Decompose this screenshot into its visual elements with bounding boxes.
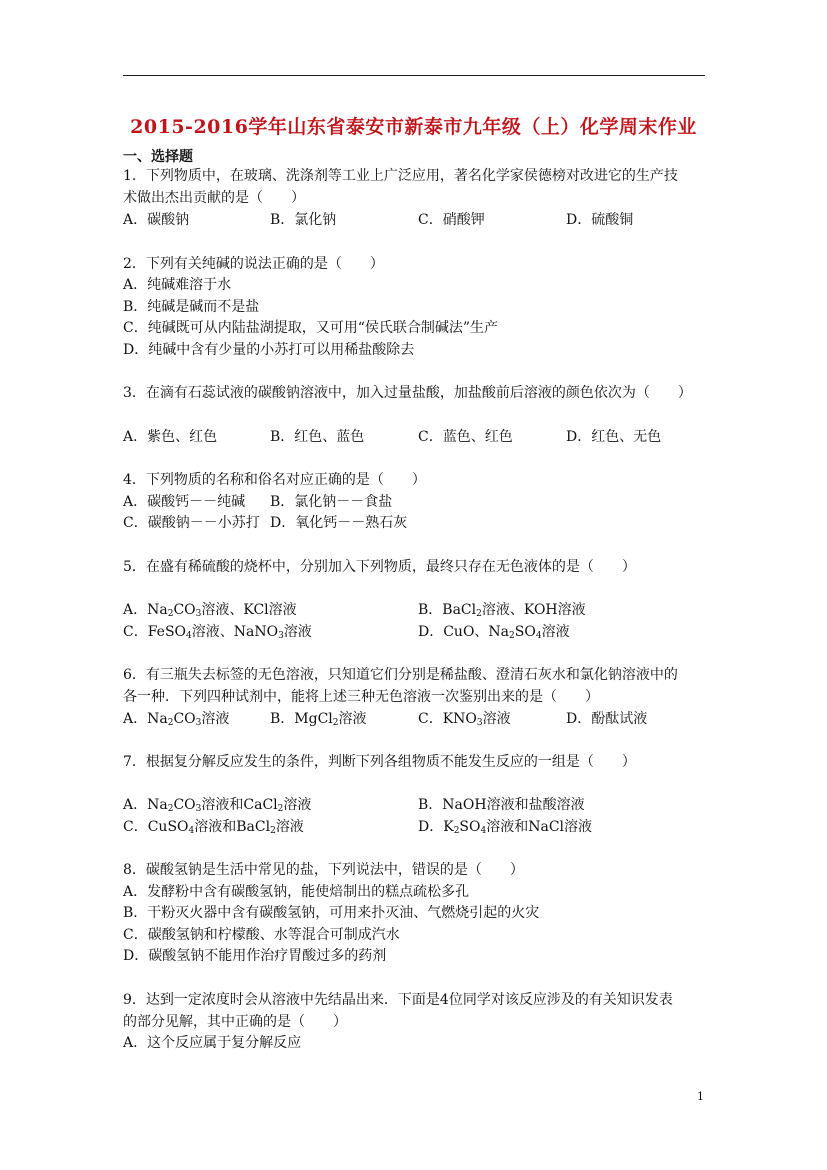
q8-option-b: B．干粉灭火器中含有碳酸氢钠，可用来扑灭油、气燃烧引起的火灾 — [123, 905, 540, 921]
q7-stem: 7．根据复分解反应发生的条件，判断下列各组物质不能发生反应的一组是（ ） — [123, 754, 636, 770]
header-rule — [123, 75, 705, 76]
q5-option-b: B．BaCl$_2$溶液、KOH溶液 — [418, 602, 586, 619]
q4-option-a: A．碳酸钙－－纯碱 — [123, 494, 246, 510]
q7-option-c: C．CuSO$_4$溶液和BaCl$_2$溶液 — [123, 819, 304, 836]
q1-option-d: D．硫酸铜 — [566, 212, 634, 228]
q9-option-a: A．这个反应属于复分解反应 — [123, 1035, 302, 1051]
q5-option-c: C．FeSO$_4$溶液、NaNO$_3$溶液 — [123, 624, 312, 641]
q3-stem: 3．在滴有石蕊试液的碳酸钠溶液中，加入过量盐酸，加盐酸前后溶液的颜色依次为（ ） — [123, 385, 692, 401]
q8-stem: 8．碳酸氢钠是生活中常见的盐，下列说法中，错误的是（ ） — [123, 862, 524, 878]
q6-option-c: C．$KNO_3$溶液 — [418, 711, 511, 728]
q7-option-d: D．$K_2SO_4$溶液和NaCl溶液 — [418, 819, 593, 836]
q8-option-c: C．碳酸氢钠和柠檬酸、水等混合可制成汽水 — [123, 927, 400, 943]
page-number: 1 — [697, 1090, 704, 1103]
page-title: 2015-2016学年山东省泰安市新泰市九年级（上）化学周末作业 — [130, 116, 697, 138]
section-heading: 一、选择题 — [123, 149, 193, 165]
q4-stem: 4．下列物质的名称和俗名对应正确的是（ ） — [123, 472, 426, 488]
q3-option-a: A．紫色、红色 — [123, 429, 218, 445]
q1-stem-line1: 1．下列物质中，在玻璃、洗涤剂等工业上广泛应用，著名化学家侯德榜对改进它的生产技 — [123, 168, 678, 184]
q1-option-c: C．硝酸钾 — [418, 212, 485, 228]
q4-option-c: C．碳酸钠－－小苏打 — [123, 515, 260, 531]
q3-option-d: D．红色、无色 — [566, 429, 662, 445]
q3-option-b: B．红色、蓝色 — [270, 429, 365, 445]
q3-option-c: C．蓝色、红色 — [418, 429, 513, 445]
q6-option-b: B．MgCl$_2$溶液 — [270, 711, 367, 728]
q5-option-a: A．$Na_2CO_3$溶液、KCl溶液 — [123, 602, 297, 619]
q6-stem-line1: 6．有三瓶失去标签的无色溶液，只知道它们分别是稀盐酸、澄清石灰水和氯化钠溶液中的 — [123, 667, 678, 683]
q4-option-b: B．氯化钠－－食盐 — [270, 494, 393, 510]
q2-option-a: A．纯碱难溶于水 — [123, 277, 232, 293]
q1-option-a: A．碳酸钠 — [123, 212, 190, 228]
q7-option-b: B．NaOH溶液和盐酸溶液 — [418, 797, 585, 813]
q5-option-d: D．CuO、$Na_2SO_4$溶液 — [418, 624, 570, 641]
q2-option-d: D．纯碱中含有少量的小苏打可以用稀盐酸除去 — [123, 342, 415, 358]
q4-option-d: D．氧化钙－－熟石灰 — [270, 515, 408, 531]
q9-stem-line2: 的部分见解，其中正确的是（ ） — [123, 1014, 347, 1030]
q9-stem-line1: 9．达到一定浓度时会从溶液中先结晶出来．下面是4位同学对该反应涉及的有关知识发表 — [123, 992, 673, 1008]
q5-stem: 5．在盛有稀硫酸的烧杯中，分别加入下列物质，最终只存在无色液体的是（ ） — [123, 559, 636, 575]
q8-option-a: A．发酵粉中含有碳酸氢钠，能使焙制出的糕点疏松多孔 — [123, 884, 470, 900]
q6-option-a: A．$Na_2CO_3$溶液 — [123, 711, 230, 728]
q2-stem: 2．下列有关纯碱的说法正确的是（ ） — [123, 256, 384, 272]
q1-stem-line2: 术做出杰出贡献的是（ ） — [123, 190, 305, 206]
q6-stem-line2: 各一种．下列四种试剂中，能将上述三种无色溶液一次鉴别出来的是（ ） — [123, 689, 599, 705]
q2-option-c: C．纯碱既可从内陆盐湖提取，又可用“侯氏联合制碱法”生产 — [123, 320, 499, 336]
q2-option-b: B．纯碱是碱而不是盐 — [123, 299, 260, 315]
q6-option-d: D．酚酞试液 — [566, 711, 648, 727]
q8-option-d: D．碳酸氢钠不能用作治疗胃酸过多的药剂 — [123, 948, 387, 964]
q1-option-b: B．氯化钠 — [270, 212, 337, 228]
q7-option-a: A．$Na_2CO_3$溶液和CaCl$_2$溶液 — [123, 797, 312, 814]
